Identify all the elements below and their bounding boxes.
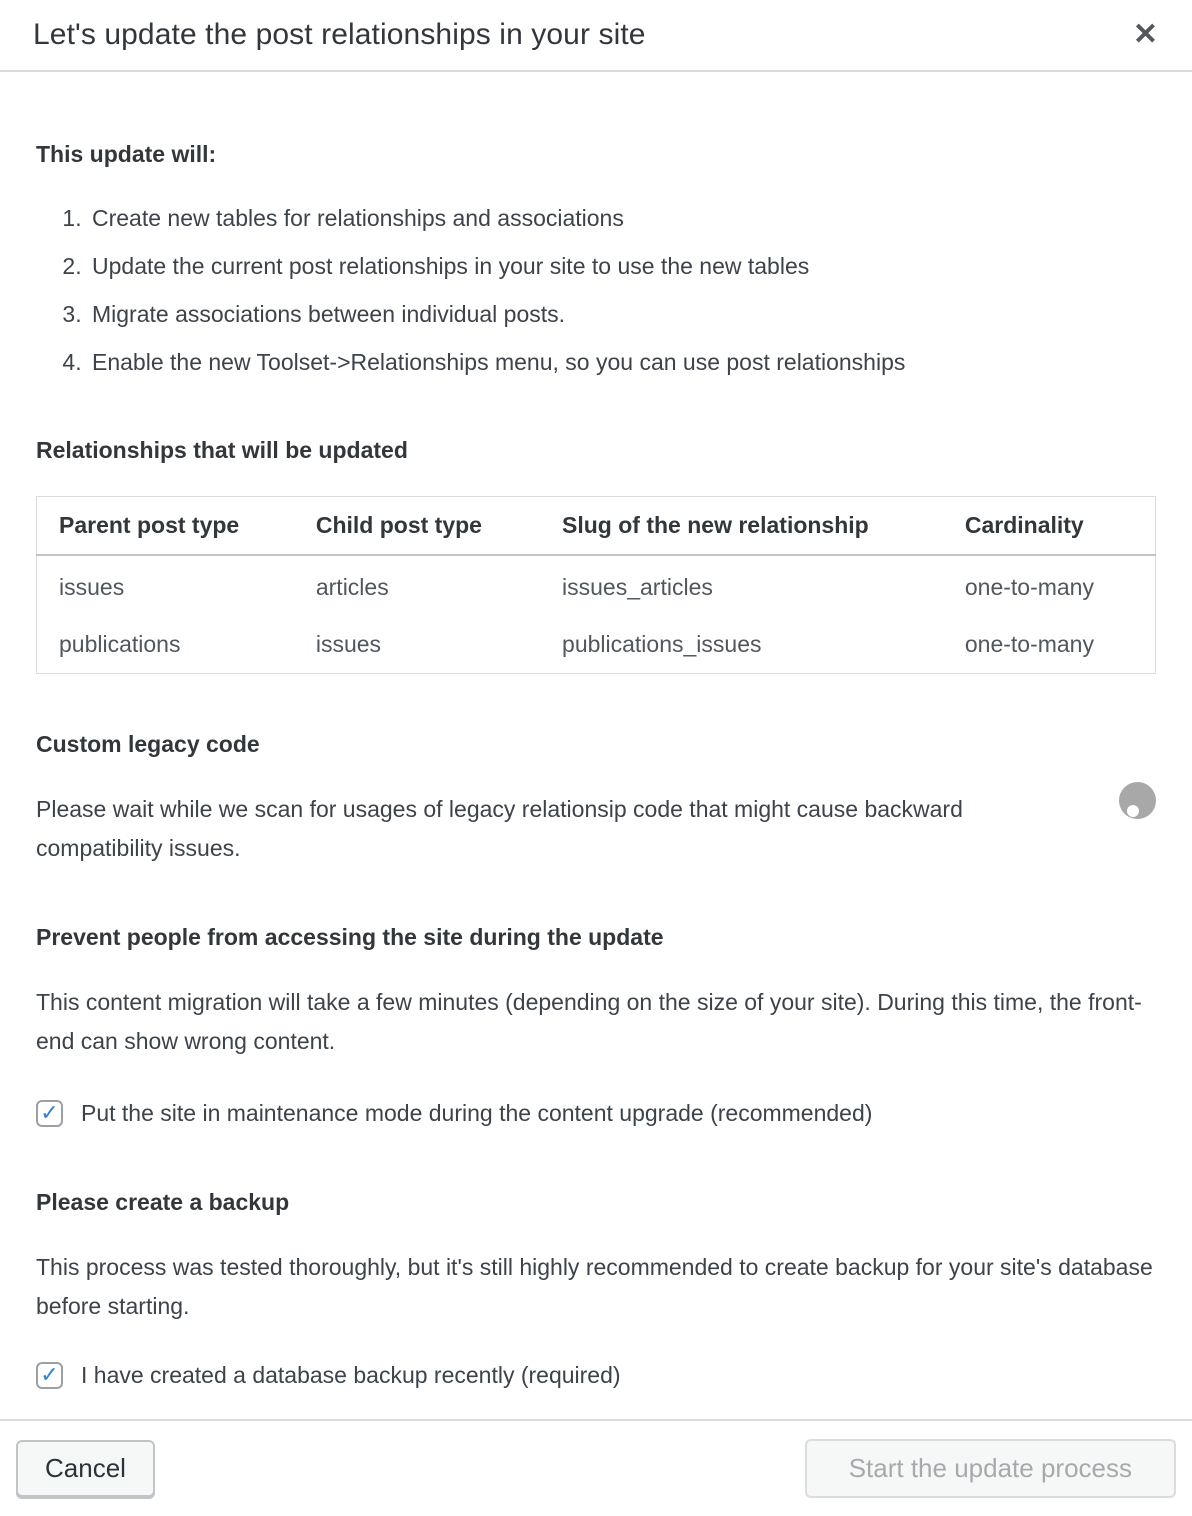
relationships-heading: Relationships that will be updated (36, 437, 408, 463)
checkmark-icon: ✓ (40, 1362, 59, 1387)
start-update-button[interactable]: Start the update process (805, 1439, 1176, 1498)
close-button[interactable] (1125, 16, 1166, 54)
legacy-scan-text: Please wait while we scan for usages of legacy relationsip code that might cause backward compatibility issues. (36, 796, 963, 861)
maintenance-heading: Prevent people from accessing the site during the update (36, 924, 664, 950)
backup-text: This process was tested thoroughly, but it's still highly recommended to create backup for your site's database before starting. (36, 1254, 1153, 1319)
dialog-title: Let's update the post relationships in your site (33, 18, 646, 51)
relationships-table (36, 496, 1156, 674)
cell-child: articles (315, 574, 389, 600)
column-header-child: Child post type (294, 497, 540, 556)
update-step: 1. Create new tables for relationships and associations (88, 202, 1156, 234)
maintenance-text: This content migration will take a few minutes (depending on the size of your site). During this time, the front-end can show wrong content. (36, 989, 1142, 1054)
cell-child: issues (315, 631, 382, 657)
close-icon: ✕ (1132, 18, 1158, 51)
cell-cardinality: one-to-many (964, 631, 1094, 657)
table-row (37, 555, 1156, 616)
checkmark-icon: ✓ (40, 1100, 59, 1125)
cell-slug: publications_issues (562, 631, 762, 657)
cell-parent: publications (59, 631, 181, 657)
update-step: 3. Migrate associations between individual posts. (88, 298, 1156, 330)
update-step: 2. Update the current post relationships in your site to use the new tables (88, 250, 1156, 282)
loading-spinner-icon (1119, 782, 1156, 819)
cell-cardinality: one-to-many (964, 574, 1094, 600)
legacy-code-heading: Custom legacy code (36, 731, 260, 757)
dialog-footer (0, 1419, 1192, 1516)
column-header-slug: Slug of the new relationship (540, 497, 943, 556)
intro-heading: This update will: (36, 141, 217, 167)
update-steps-list (36, 202, 1156, 378)
maintenance-mode-checkbox-label: Put the site in maintenance mode during the content upgrade (recommended) (81, 1100, 873, 1126)
dialog-body (0, 72, 1192, 1419)
maintenance-mode-checkbox-row[interactable] (36, 1097, 1156, 1129)
table-header-row (37, 497, 1156, 556)
cell-parent: issues (59, 574, 125, 600)
backup-checkbox-row[interactable] (36, 1359, 1156, 1391)
cell-slug: issues_articles (562, 574, 713, 600)
backup-checkbox-label: I have created a database backup recently (required) (81, 1362, 621, 1388)
dialog-header (0, 0, 1192, 72)
cancel-button[interactable]: Cancel (16, 1440, 155, 1497)
column-header-cardinality: Cardinality (943, 497, 1156, 556)
maintenance-mode-checkbox[interactable] (36, 1100, 63, 1127)
backup-heading: Please create a backup (36, 1189, 290, 1215)
column-header-parent: Parent post type (37, 497, 294, 556)
table-row (37, 616, 1156, 674)
legacy-scan-row (36, 760, 1156, 868)
update-step: 4. Enable the new Toolset->Relationships menu, so you can use post relationships (88, 346, 1156, 378)
backup-checkbox[interactable] (36, 1362, 63, 1389)
